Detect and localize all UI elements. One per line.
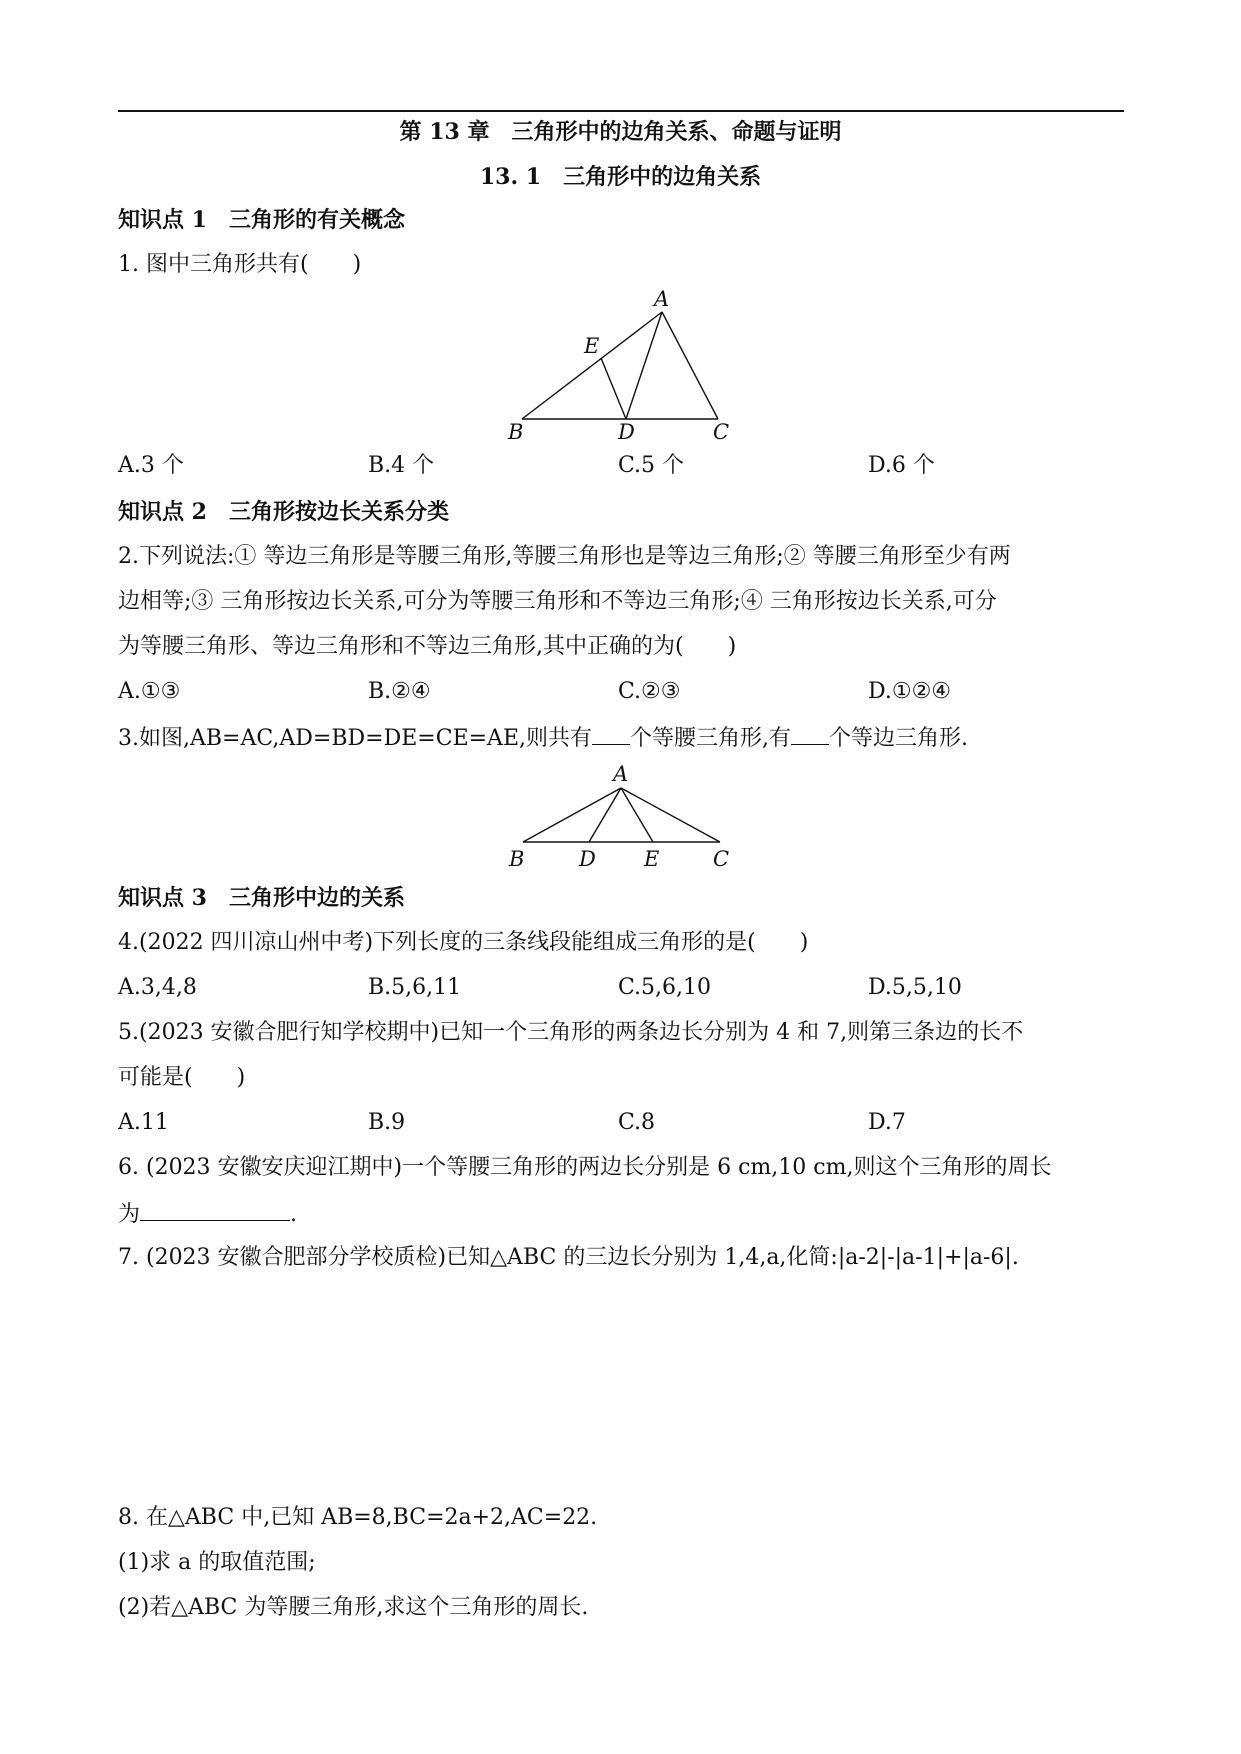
q1-option-d: D.6 个 <box>868 453 935 478</box>
q4-option-c: C.5,6,10 <box>618 975 712 1000</box>
q4-option-b: B.5,6,11 <box>368 975 462 1000</box>
question-1-stem: 1. 图中三角形共有( ) <box>118 252 362 277</box>
question-4-stem: 4.(2022 四川凉山州中考)下列长度的三条线段能组成三角形的是( ) <box>118 930 809 955</box>
q1-option-b: B.4 个 <box>368 453 435 478</box>
section-title: 13. 1 三角形中的边角关系 <box>479 164 762 190</box>
segment-ad <box>626 312 662 419</box>
q6-blank-perimeter[interactable] <box>140 1198 290 1221</box>
label-b: B <box>509 847 525 871</box>
q6-suffix: . <box>290 1202 298 1227</box>
q5-option-b: B.9 <box>368 1110 406 1135</box>
q4-option-a: A.3,4,8 <box>118 975 197 1000</box>
segment-ed <box>601 358 626 419</box>
header-rule <box>118 110 1124 112</box>
q2-option-a: A.①③ <box>118 679 181 704</box>
q1-option-a: A.3 个 <box>118 453 184 478</box>
label-c: C <box>713 420 730 444</box>
q5-option-c: C.8 <box>618 1110 656 1135</box>
question-5-line-1: 5.(2023 安徽合肥行知学校期中)已知一个三角形的两条边长分别为 4 和 7,则第三条边的长不 <box>118 1020 1024 1045</box>
q2-option-d: D.①②④ <box>868 679 952 704</box>
question-2-line-1: 2.下列说法:① 等边三角形是等腰三角形,等腰三角形也是等边三角形;② 等腰三角形至少有两 <box>118 544 1011 569</box>
question-3-figure <box>505 760 745 870</box>
question-6-line-1: 6. (2023 安徽安庆迎江期中)一个等腰三角形的两边长分别是 6 cm,10 cm,则这个三角形的周长 <box>118 1155 1052 1180</box>
question-2-line-3: 为等腰三角形、等边三角形和不等边三角形,其中正确的为( ) <box>118 634 737 659</box>
q5-option-a: A.11 <box>118 1110 169 1135</box>
question-5-line-2: 可能是( ) <box>118 1065 246 1090</box>
segment-ab <box>523 788 621 842</box>
q3-blank-isosceles[interactable] <box>592 722 630 745</box>
label-a: A <box>654 287 670 311</box>
question-6-line-2 <box>118 1198 297 1230</box>
label-c: C <box>713 847 730 871</box>
chapter-title: 第 13 章 三角形中的边角关系、命题与证明 <box>399 119 842 145</box>
knowledge-point-3-title: 知识点 3 三角形中边的关系 <box>118 885 405 911</box>
question-1-figure <box>500 285 760 445</box>
segment-ac <box>621 788 720 842</box>
question-8-part-2: (2)若△ABC 为等腰三角形,求这个三角形的周长. <box>118 1595 589 1620</box>
label-d: D <box>618 420 635 444</box>
question-8-part-1: (1)求 a 的取值范围; <box>118 1550 316 1575</box>
knowledge-point-2-title: 知识点 2 三角形按边长关系分类 <box>118 499 449 525</box>
question-2-line-2: 边相等;③ 三角形按边长关系,可分为等腰三角形和不等边三角形;④ 三角形按边长关系,可分 <box>118 589 997 614</box>
segment-ac <box>662 312 718 419</box>
knowledge-point-1-title: 知识点 1 三角形的有关概念 <box>118 207 405 233</box>
question-7: 7. (2023 安徽合肥部分学校质检)已知△ABC 的三边长分别为 1,4,a,化简:|a-2|-|a-1|+|a-6|. <box>118 1245 1019 1270</box>
q6-prefix: 为 <box>118 1202 141 1227</box>
label-b: B <box>508 420 524 444</box>
q5-option-d: D.7 <box>868 1110 906 1135</box>
q3-text-3: 个等边三角形. <box>829 726 968 751</box>
question-8-stem: 8. 在△ABC 中,已知 AB=8,BC=2a+2,AC=22. <box>118 1505 598 1530</box>
label-a: A <box>613 762 629 786</box>
label-e: E <box>644 847 660 871</box>
q4-option-d: D.5,5,10 <box>868 975 962 1000</box>
q3-blank-equilateral[interactable] <box>791 722 829 745</box>
q3-text-2: 个等腰三角形,有 <box>630 726 791 751</box>
label-e: E <box>584 334 600 358</box>
q1-option-c: C.5 个 <box>618 453 685 478</box>
q2-option-c: C.②③ <box>618 679 681 704</box>
label-d: D <box>579 847 596 871</box>
q2-option-b: B.②④ <box>368 679 431 704</box>
q3-text-1: 3.如图,AB=AC,AD=BD=DE=CE=AE,则共有 <box>118 726 592 751</box>
question-3-stem <box>118 722 968 754</box>
segment-ba <box>522 312 662 419</box>
